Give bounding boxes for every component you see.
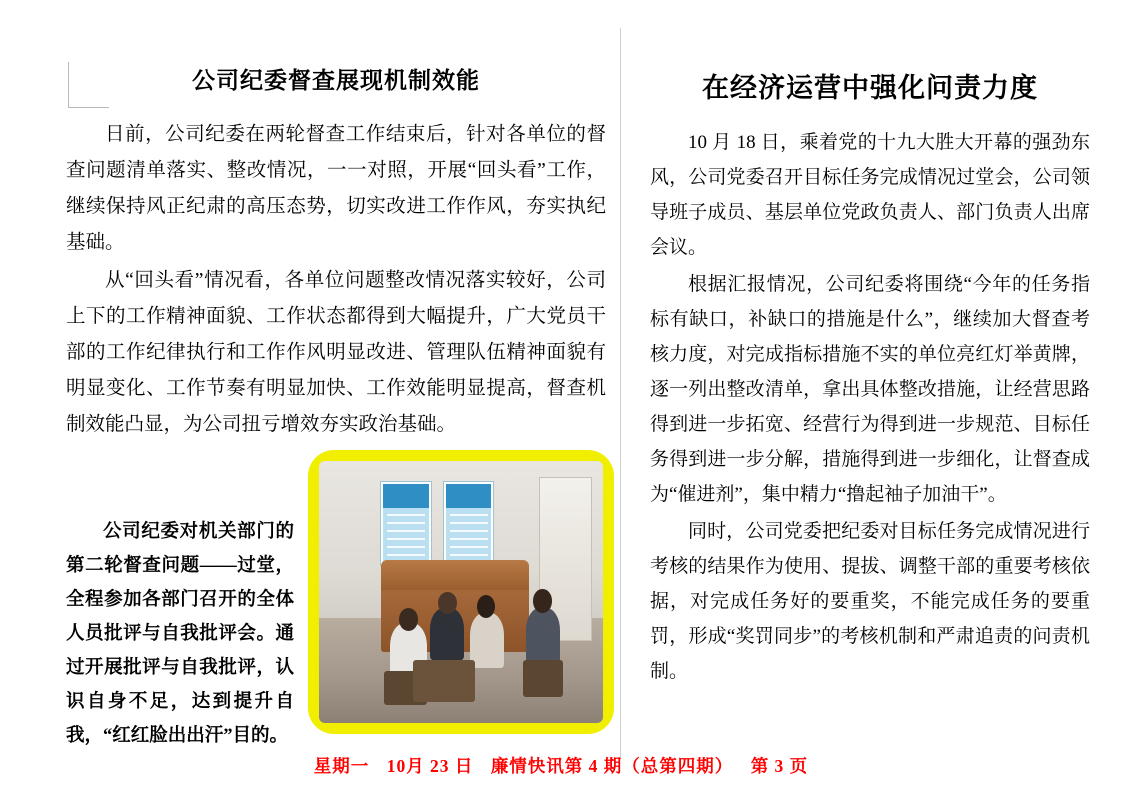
left-article-headline: 公司纪委督查展现机制效能 bbox=[192, 68, 480, 93]
person-figure bbox=[430, 608, 464, 660]
photo-caption: 公司纪委对机关部门的第二轮督查问题——过堂，全程参加各部门召开的全体人员批评与自我批评会。通过开展批评与自我批评，认识自身不足，达到提升自我，“红红脸出出汗”目的。 bbox=[66, 522, 294, 746]
left-article bbox=[66, 52, 606, 445]
right-article-headline: 在经济运营中强化问责力度 bbox=[702, 73, 1038, 103]
person-head bbox=[477, 595, 495, 619]
meeting-photo bbox=[319, 461, 603, 723]
person-head bbox=[533, 589, 551, 613]
right-article-paragraph: 10 月 18 日，乘着党的十九大胜大开幕的强劲东风，公司党委召开目标任务完成情况过堂会，公司领导班子成员、基层单位党政负责人、部门负责人出席会议。 bbox=[650, 132, 1090, 258]
page-footer bbox=[0, 753, 1122, 778]
person-figure bbox=[470, 613, 504, 668]
footer-weekday: 星期一 bbox=[313, 756, 370, 776]
right-article bbox=[650, 52, 1090, 691]
footer-date: 10月 23 日 bbox=[386, 756, 474, 776]
left-article-paragraph: 从“回头看”情况看，各单位问题整改情况落实较好，公司上下的工作精神面貌、工作状态都得到大幅提升，广大党员干部的工作纪律执行和工作作风明显改进、管理队伍精神面貌有明显变化、工作节奏有明显加快、工作效能明显提高，督查机制效能凸显，为公司扭亏增效夯实政治基础。 bbox=[66, 270, 606, 435]
person-figure bbox=[526, 608, 560, 663]
table-icon bbox=[413, 660, 475, 702]
right-article-paragraph: 根据汇报情况，公司纪委将围绕“今年的任务指标有缺口，补缺口的措施是什么”，继续加大督查考核力度，对完成指标措施不实的单位亮红灯举黄牌，逐一列出整改清单，拿出具体整改措施，让经营思路得到进一步拓宽、经营行为得到进一步规范、目标任务得到进一步分解，措施得到进一步细化，让督查成为“催进剂”，集中精力“撸起袖子加油干”。 bbox=[650, 274, 1090, 505]
column-divider bbox=[620, 28, 621, 758]
footer-page-number: 第 3 页 bbox=[750, 756, 809, 776]
left-article-paragraph: 日前，公司纪委在两轮督查工作结束后，针对各单位的督查问题清单落实、整改情况，一一对照，开展“回头看”工作，继续保持风正纪肃的高压态势，切实改进工作作风，夯实执纪基础。 bbox=[66, 124, 606, 253]
right-article-paragraph: 同时，公司党委把纪委对目标任务完成情况进行考核的结果作为使用、提拔、调整干部的重要考核依据，对完成任务好的要重奖，不能完成任务的要重罚，形成“奖罚同步”的考核机制和严肃追责的问责机制。 bbox=[650, 521, 1090, 682]
chair-icon bbox=[523, 660, 563, 697]
photo-frame bbox=[308, 450, 614, 734]
person-head bbox=[438, 592, 456, 614]
footer-publication: 廉情快讯第 4 期（总第四期） bbox=[490, 756, 734, 776]
wall-board-icon bbox=[381, 482, 430, 565]
wall-board-icon bbox=[444, 482, 493, 565]
